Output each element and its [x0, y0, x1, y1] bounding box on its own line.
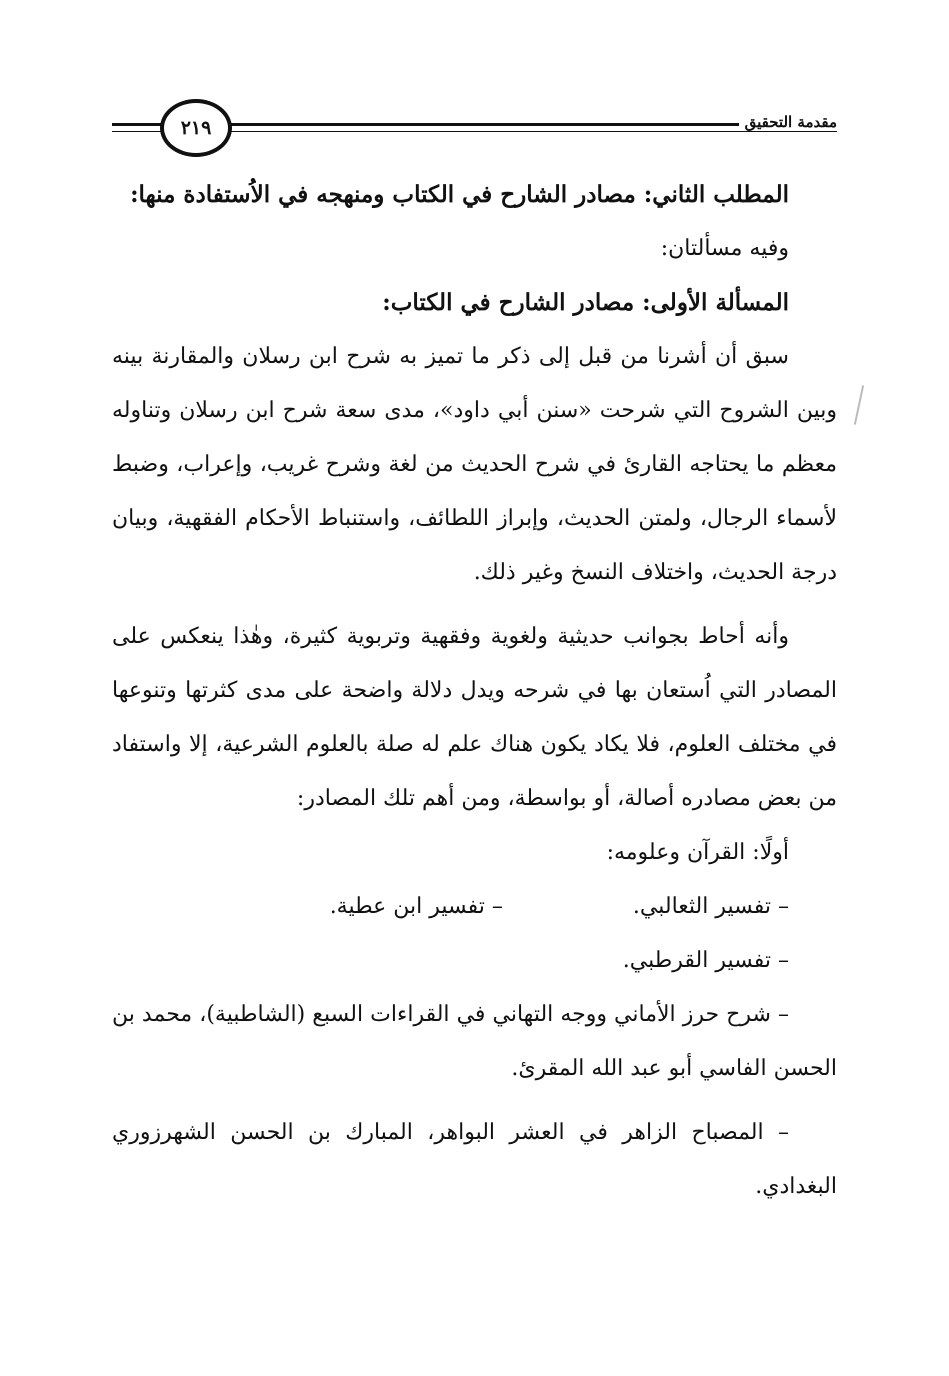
list-item: – تفسير الثعالبي.: [632, 894, 789, 919]
list-item: – شرح حرز الأماني ووجه التهاني في القراءات السبع (الشاطبية)، محمد بن الحسن الفاسي أبو عبد الله المقرئ.: [112, 1002, 837, 1081]
paragraph: وأنه أحاط بجوانب حديثية ولغوية وفقهية وتربوية كثيرة، وهٰذا ينعكس على المصادر التي اُستعان بها في شرحه ويدل دلالة واضحة على مدى كثرتها وتنوعها في مختلف العلوم، فلا يكاد يكون هناك علم له صلة بالعلوم الشرعية، إلا واستفاد من بعض مصادره أصالة، أو بواسطة، ومن أهم تلك المصادر:: [112, 624, 837, 811]
list-item: – المصباح الزاهر في العشر البواهر، المبارك بن الحسن الشهرزوري البغدادي.: [112, 1120, 837, 1199]
list-item: – تفسير ابن عطية.: [329, 894, 503, 919]
subsection-heading: المسألة الأولى: مصادر الشارح في الكتاب:: [382, 289, 789, 316]
intro-line: وفيه مسألتان:: [660, 236, 789, 261]
paragraph: سبق أن أشرنا من قبل إلى ذكر ما تميز به شرح ابن رسلان والمقارنة بينه وبين الشروح التي شرحت «سنن أبي داود»، مدى سعة شرح ابن رسلان وتناوله معظم ما يحتاجه القارئ في شرح الحديث من لغة وشرح غريب، وإعراب، وضبط لأسماء الرجال، ولمتن الحديث، وإبراز اللطائف، واستنباط الأحكام الفقهية، وبيان درجة الحديث، واختلاف النسخ وغير ذلك.: [112, 344, 837, 585]
margin-mark: [854, 385, 864, 425]
list-row: [112, 880, 837, 934]
list-item: – تفسير القرطبي.: [622, 948, 789, 973]
page-number: ٢١٩: [160, 99, 232, 157]
page-header: [112, 95, 837, 165]
section-heading: المطلب الثاني: مصادر الشارح في الكتاب ومنهجه في الاُستفادة منها:: [130, 181, 789, 208]
list-heading: أولًا: القرآن وعلومه:: [606, 840, 789, 865]
running-head: مقدمة التحقيق: [739, 113, 837, 131]
page-body: [112, 168, 837, 1214]
